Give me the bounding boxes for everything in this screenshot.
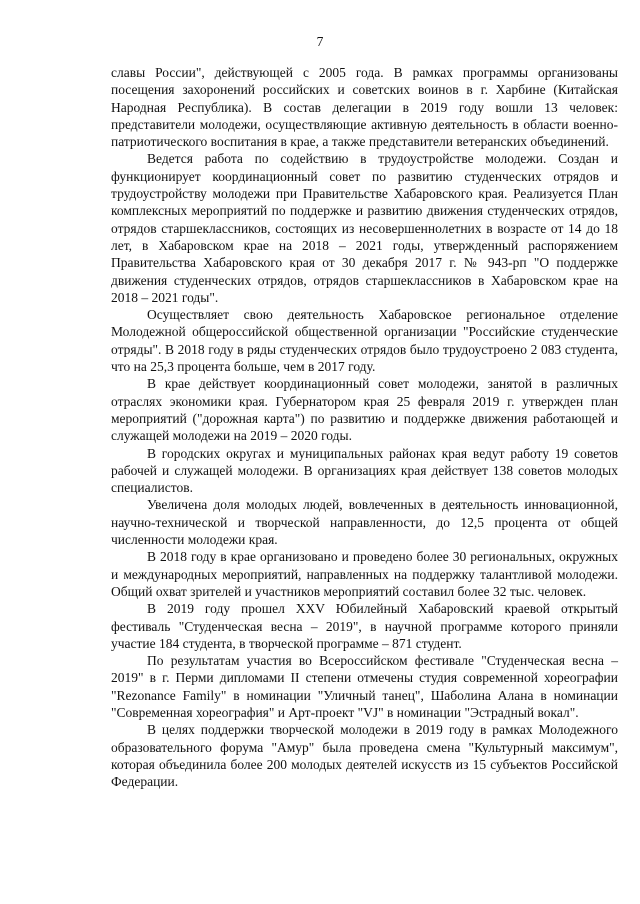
page-number: 7 bbox=[316, 34, 324, 49]
paragraph-coordination-council: В крае действует координационный совет молодежи, занятой в различных отраслях экономики края. Губернатором края 25 февраля 2019 г. утвержден план мероприятий ("дорожная карта") по развитию и поддержке движения работающей и служащей молодежи на 2019 – 2020 годы. bbox=[111, 376, 618, 444]
document-body bbox=[111, 64, 618, 790]
paragraph-youth-employment: Ведется работа по содействию в трудоустройстве молодежи. Создан и функционирует координационный совет по развитию студенческих отрядов и трудоустройству молодежи при Правительстве Хабаровского края. Реализуется План комплексных мероприятий по поддержке и развитию движения студенческих отрядов, отрядов старшеклассников, состоящих из несовершеннолетних в возрасте от 14 до 18 лет, в Хабаровском крае на 2018 – 2021 годы, утвержденный распоряжением Правительства Хабаровского края от 30 декабря 2017 г. № 943-рп "О поддержке движения студенческих отрядов, отрядов старшеклассников в Хабаровском крае на 2018 – 2021 годы". bbox=[111, 151, 618, 305]
paragraph-innovation-share: Увеличена доля молодых людей, вовлеченных в деятельность инновационной, научно-технической и творческой направленности, до 12,5 процента от общей численности молодежи края. bbox=[111, 497, 618, 548]
paragraph-youth-councils: В городских округах и муниципальных районах края ведут работу 19 советов рабочей и служащей молодежи. В организациях края действует 138 советов молодых специалистов. bbox=[111, 445, 618, 496]
paragraph-student-spring-festival: В 2019 году прошел XXV Юбилейный Хабаровский краевой открытый фестиваль "Студенческая весна – 2019", в научной программе которого приняли участие 184 студента, в творческой программе – 871 студент. bbox=[111, 601, 618, 651]
paragraph-student-brigades: Осуществляет свою деятельность Хабаровское региональное отделение Молодежной общероссийской общественной организации "Российские студенческие отряды". В 2018 году в ряды студенческих отрядов было трудоустроено 2 083 студента, что на 25,3 процента больше, чем в 2017 году. bbox=[111, 307, 618, 375]
paragraph-all-russian-festival-results: По результатам участия во Всероссийском фестивале "Студенческая весна – 2019" в г. Перми дипломами II степени отмечены студия современной хореографии "Rezonance Family" в номинации "Уличный танец", Шаболина Алана в номинации "Современная хореография" и Арт-проект "VJ" в номинации "Эстрадный вокал". bbox=[111, 653, 618, 720]
paragraph-events-2018: В 2018 году в крае организовано и проведено более 30 региональных, окружных и международных мероприятий, направленных на поддержку талантливой молодежи. Общий охват зрителей и участников мероприятий составил более 32 тыс. человек. bbox=[111, 549, 618, 599]
paragraph-continued-from-previous-page: славы России", действующей с 2005 года. В рамках программы организованы посещения захоронений российских и советских воинов в г. Харбине (Китайская Народная Республика). В состав делегации в 2019 году вошли 13 человек: представители молодежи, осуществляющие активную деятельность в области военно-патриотического воспитания в крае, а также представители ветеранских объединений. bbox=[111, 65, 618, 150]
paragraph-amur-forum: В целях поддержки творческой молодежи в 2019 году в рамках Молодежного образовательного форума "Амур" была проведена смена "Культурный максимум", которая объединила более 200 молодых деятелей искусств из 15 субъектов Российской Федерации. bbox=[111, 722, 618, 790]
